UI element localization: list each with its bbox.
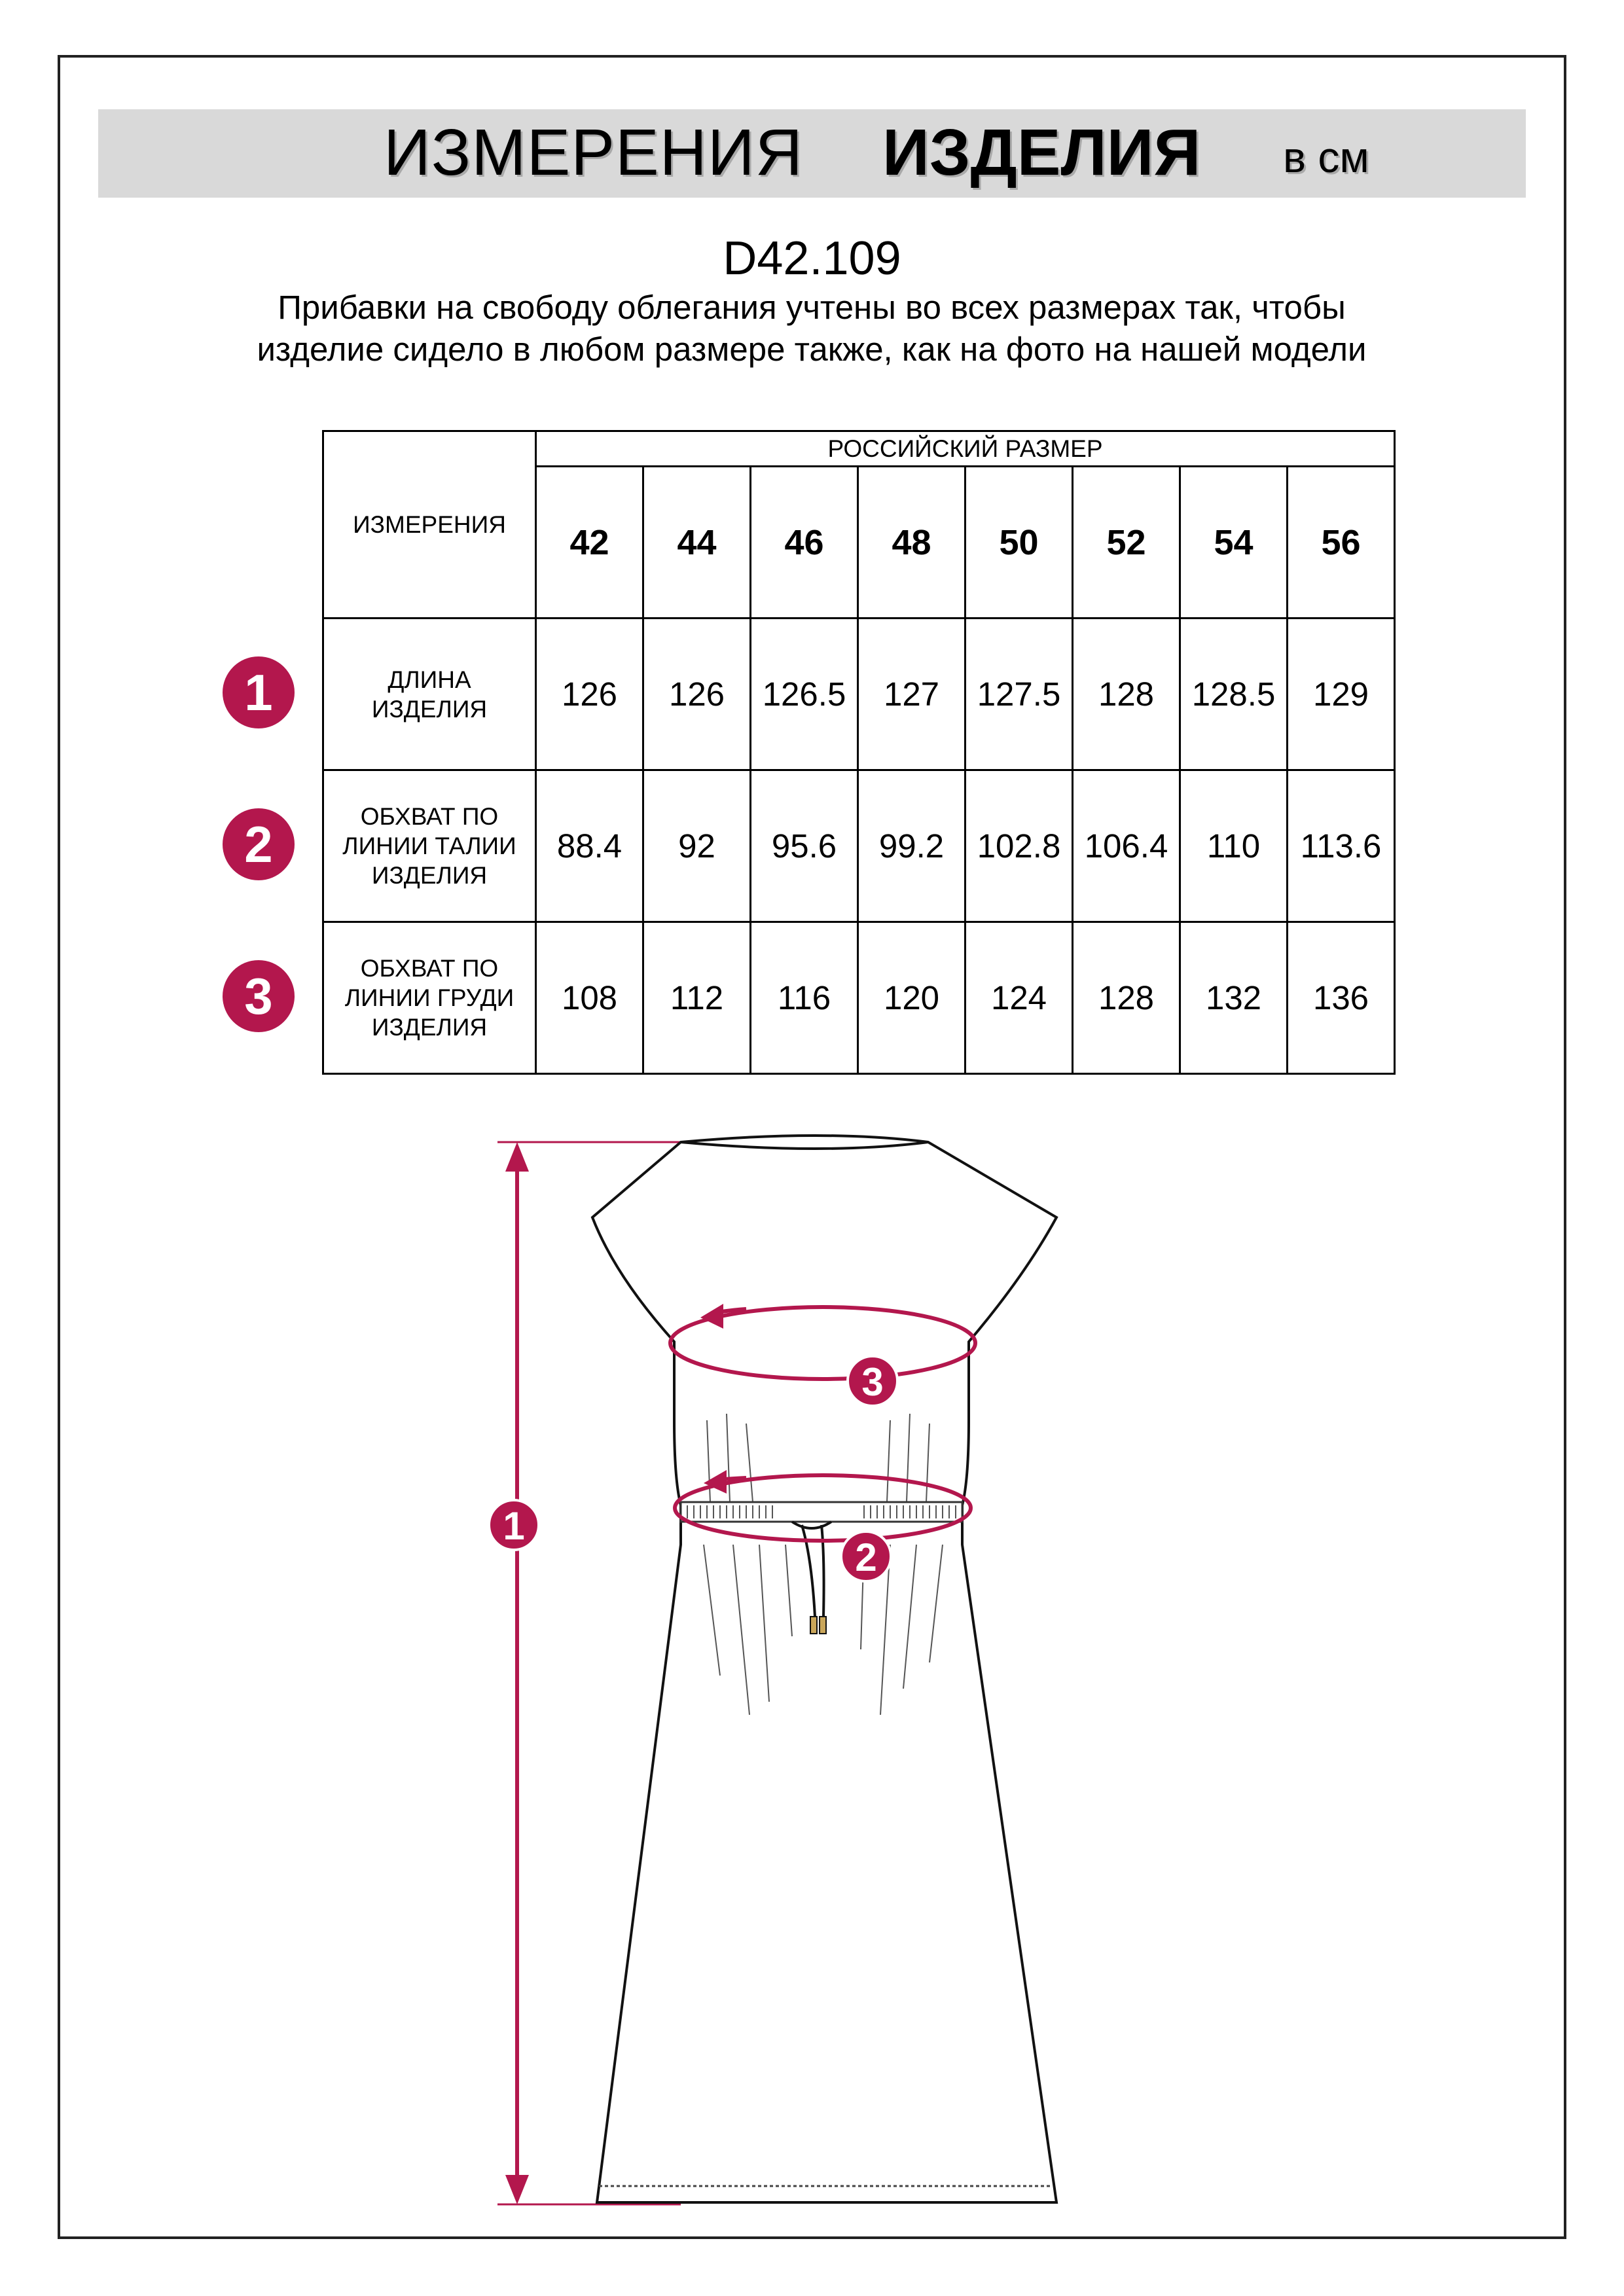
- value-cell: 128: [1073, 922, 1180, 1074]
- value-cell: 120: [858, 922, 965, 1074]
- value-cell: 112: [643, 922, 751, 1074]
- size-header-56: 56: [1288, 467, 1395, 619]
- value-cell: 102.8: [965, 770, 1073, 922]
- length-arrow-bottom: [505, 2175, 529, 2204]
- value-cell: 99.2: [858, 770, 965, 922]
- length-arrow-top: [505, 1142, 529, 1172]
- header-unit: в см: [1283, 133, 1369, 181]
- size-header-52: 52: [1073, 467, 1180, 619]
- value-cell: 127: [858, 619, 965, 770]
- row-label-line: ЛИНИИ ТАЛИИ: [342, 833, 516, 859]
- value-cell: 108: [536, 922, 643, 1074]
- value-cell: 126: [536, 619, 643, 770]
- dress-outline: [592, 1136, 1056, 2202]
- value-cell: 124: [965, 922, 1073, 1074]
- value-cell: 128: [1073, 619, 1180, 770]
- marker-1: [489, 1500, 539, 1550]
- size-group-header: РОССИЙСКИЙ РАЗМЕР: [536, 431, 1395, 467]
- size-header-48: 48: [858, 467, 965, 619]
- header-title-regular: ИЗМЕРЕНИЯ: [384, 116, 803, 189]
- row-label-line: ИЗДЕЛИЯ: [371, 862, 488, 889]
- value-cell: 113.6: [1288, 770, 1395, 922]
- value-cell: 128.5: [1180, 619, 1288, 770]
- row-number-badge: 3: [223, 960, 295, 1032]
- header-title-bold: ИЗДЕЛИЯ: [882, 116, 1201, 189]
- cord-tip-left: [810, 1617, 817, 1634]
- row-label-line: ОБХВАТ ПО: [360, 803, 499, 830]
- cord-tip-right: [820, 1617, 826, 1634]
- measure-header: ИЗМЕРЕНИЯ: [323, 431, 536, 619]
- size-header-54: 54: [1180, 467, 1288, 619]
- size-header-50: 50: [965, 467, 1073, 619]
- value-cell: 110: [1180, 770, 1288, 922]
- row-label-line: ДЛИНА: [388, 666, 471, 693]
- value-cell: 136: [1288, 922, 1395, 1074]
- fit-note: Прибавки на свободу облегания учтены во всех размерах так, чтобы изделие сидело в любом размере также, как на фото на нашей модели: [257, 289, 1367, 368]
- product-code: D42.109: [723, 232, 901, 285]
- value-cell: 95.6: [751, 770, 858, 922]
- waist-arrow-head: [704, 1470, 727, 1494]
- marker-3-label: 3: [861, 1360, 884, 1404]
- row-number-badge: 1: [223, 656, 295, 728]
- row-label-line: ЛИНИИ ГРУДИ: [344, 984, 514, 1011]
- value-cell: 126: [643, 619, 751, 770]
- marker-2: [841, 1532, 891, 1581]
- size-header-42: 42: [536, 467, 643, 619]
- value-cell: 127.5: [965, 619, 1073, 770]
- value-cell: 132: [1180, 922, 1288, 1074]
- row-label-line: ИЗДЕЛИЯ: [371, 695, 488, 723]
- drawstring: [792, 1522, 831, 1617]
- value-cell: 106.4: [1073, 770, 1180, 922]
- chest-arrow-head: [700, 1304, 723, 1329]
- marker-3: [848, 1356, 897, 1406]
- size-header-44: 44: [643, 467, 751, 619]
- marker-1-label: 1: [503, 1504, 525, 1548]
- row-number-badge: 2: [223, 808, 295, 880]
- marker-2-label: 2: [855, 1535, 877, 1579]
- row-label-line: ОБХВАТ ПО: [360, 955, 499, 982]
- value-cell: 129: [1288, 619, 1395, 770]
- waist-band: [681, 1502, 962, 1522]
- value-cell: 116: [751, 922, 858, 1074]
- row-label-line: ИЗДЕЛИЯ: [371, 1014, 488, 1041]
- size-header-46: 46: [751, 467, 858, 619]
- value-cell: 88.4: [536, 770, 643, 922]
- value-cell: 92: [643, 770, 751, 922]
- value-cell: 126.5: [751, 619, 858, 770]
